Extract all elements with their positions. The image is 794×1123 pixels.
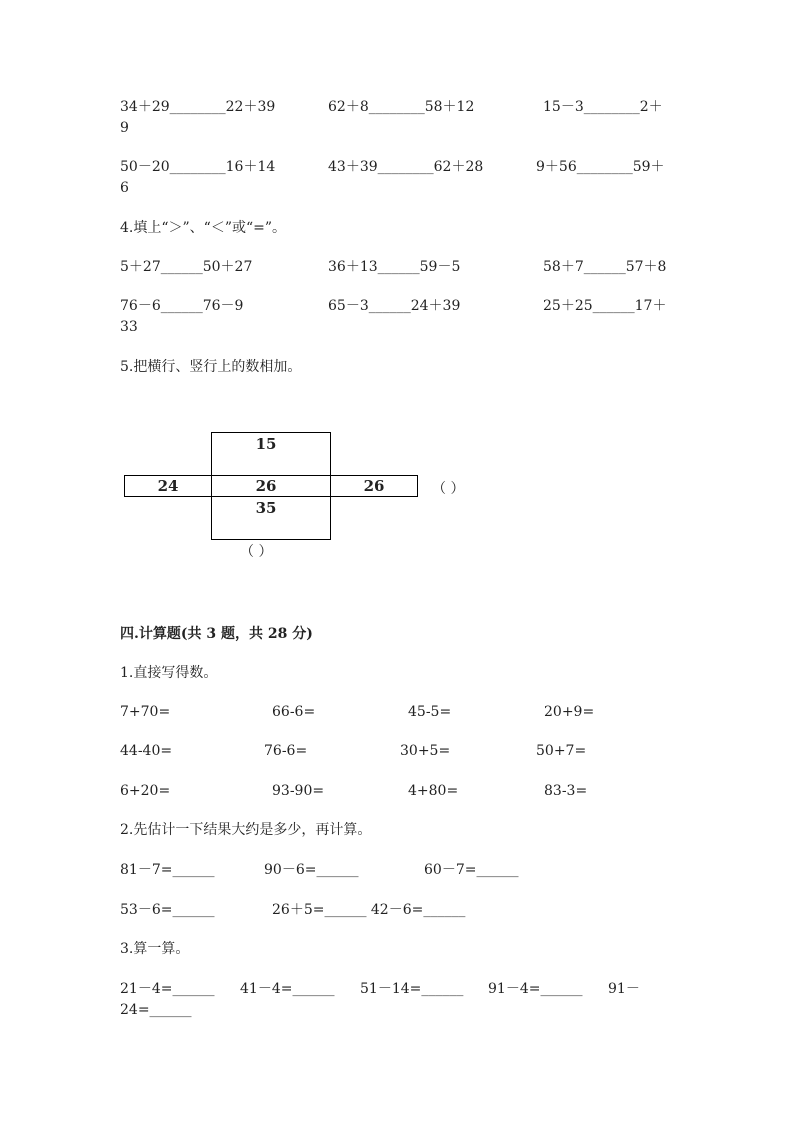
oral-calc-item: 6+20= [120,783,171,799]
estimate-item: 81－7=______ [120,862,215,878]
calc-item: 91－4=______ [488,981,583,997]
oral-calc-item: 30+5= [400,743,451,759]
bottom-number: 35 [255,499,277,517]
calc-item: 51－14=______ [360,981,464,997]
estimate-item: 53－6=______ [120,902,215,918]
compare-item: 9＋56________59＋ [536,159,665,175]
section4-q2-title: 2.先估计一下结果大约是多少，再计算。 [120,822,372,838]
calc-item: 41－4=______ [240,981,335,997]
question-5-title: 5.把横行、竖行上的数相加。 [120,359,302,375]
calc-item: 91－ [608,981,640,997]
oral-calc-item: 66-6= [272,704,316,720]
estimate-item: 60－7=______ [424,862,519,878]
oral-calc-item: 7+70= [120,704,171,720]
compare-item-wrap: 6 [120,180,129,196]
compare-item: 34＋29________22＋39 [120,99,276,115]
compare-item-wrap: 9 [120,120,129,136]
compare-item: 50－20________16＋14 [120,159,276,175]
compare-item: 58＋7______57＋8 [543,259,667,275]
compare-item: 62＋8________58＋12 [328,99,475,115]
compare-item: 36＋13______59－5 [328,259,461,275]
right-number: 26 [363,477,385,495]
section4-q3-title: 3.算一算。 [120,941,190,957]
question-4-title: 4.填上“＞”、“＜”或“=”。 [120,220,287,236]
oral-calc-item: 50+7= [536,743,587,759]
compare-item: 76－6______76－9 [120,298,244,314]
compare-item: 25＋25______17＋ [543,298,667,314]
compare-item: 5＋27______50＋27 [120,259,253,275]
calc-item: 21－4=______ [120,981,215,997]
row-answer-blank[interactable]: （ ） [432,481,465,497]
top-number: 15 [255,435,277,453]
compare-item-wrap: 33 [120,319,138,335]
section4-q1-title: 1.直接写得数。 [120,665,218,681]
estimate-item: 90－6=______ [264,862,359,878]
oral-calc-item: 44-40= [120,743,173,759]
section-4-title: 四.计算题(共 3 题，共 28 分) [120,626,313,642]
left-number: 24 [157,477,179,495]
oral-calc-item: 20+9= [544,704,595,720]
oral-calc-item: 45-5= [408,704,452,720]
center-number: 26 [255,477,277,495]
compare-item: 65－3______24＋39 [328,298,461,314]
oral-calc-item: 76-6= [264,743,308,759]
oral-calc-item: 4+80= [408,783,459,799]
column-answer-blank[interactable]: （ ） [240,544,273,560]
compare-item: 15－3________2＋ [543,99,663,115]
oral-calc-item: 83-3= [544,783,588,799]
compare-item: 43＋39________62＋28 [328,159,484,175]
calc-item-wrap: 24=______ [120,1002,192,1018]
oral-calc-item: 93-90= [272,783,325,799]
estimate-item: 26＋5=______ 42－6=______ [272,902,466,918]
